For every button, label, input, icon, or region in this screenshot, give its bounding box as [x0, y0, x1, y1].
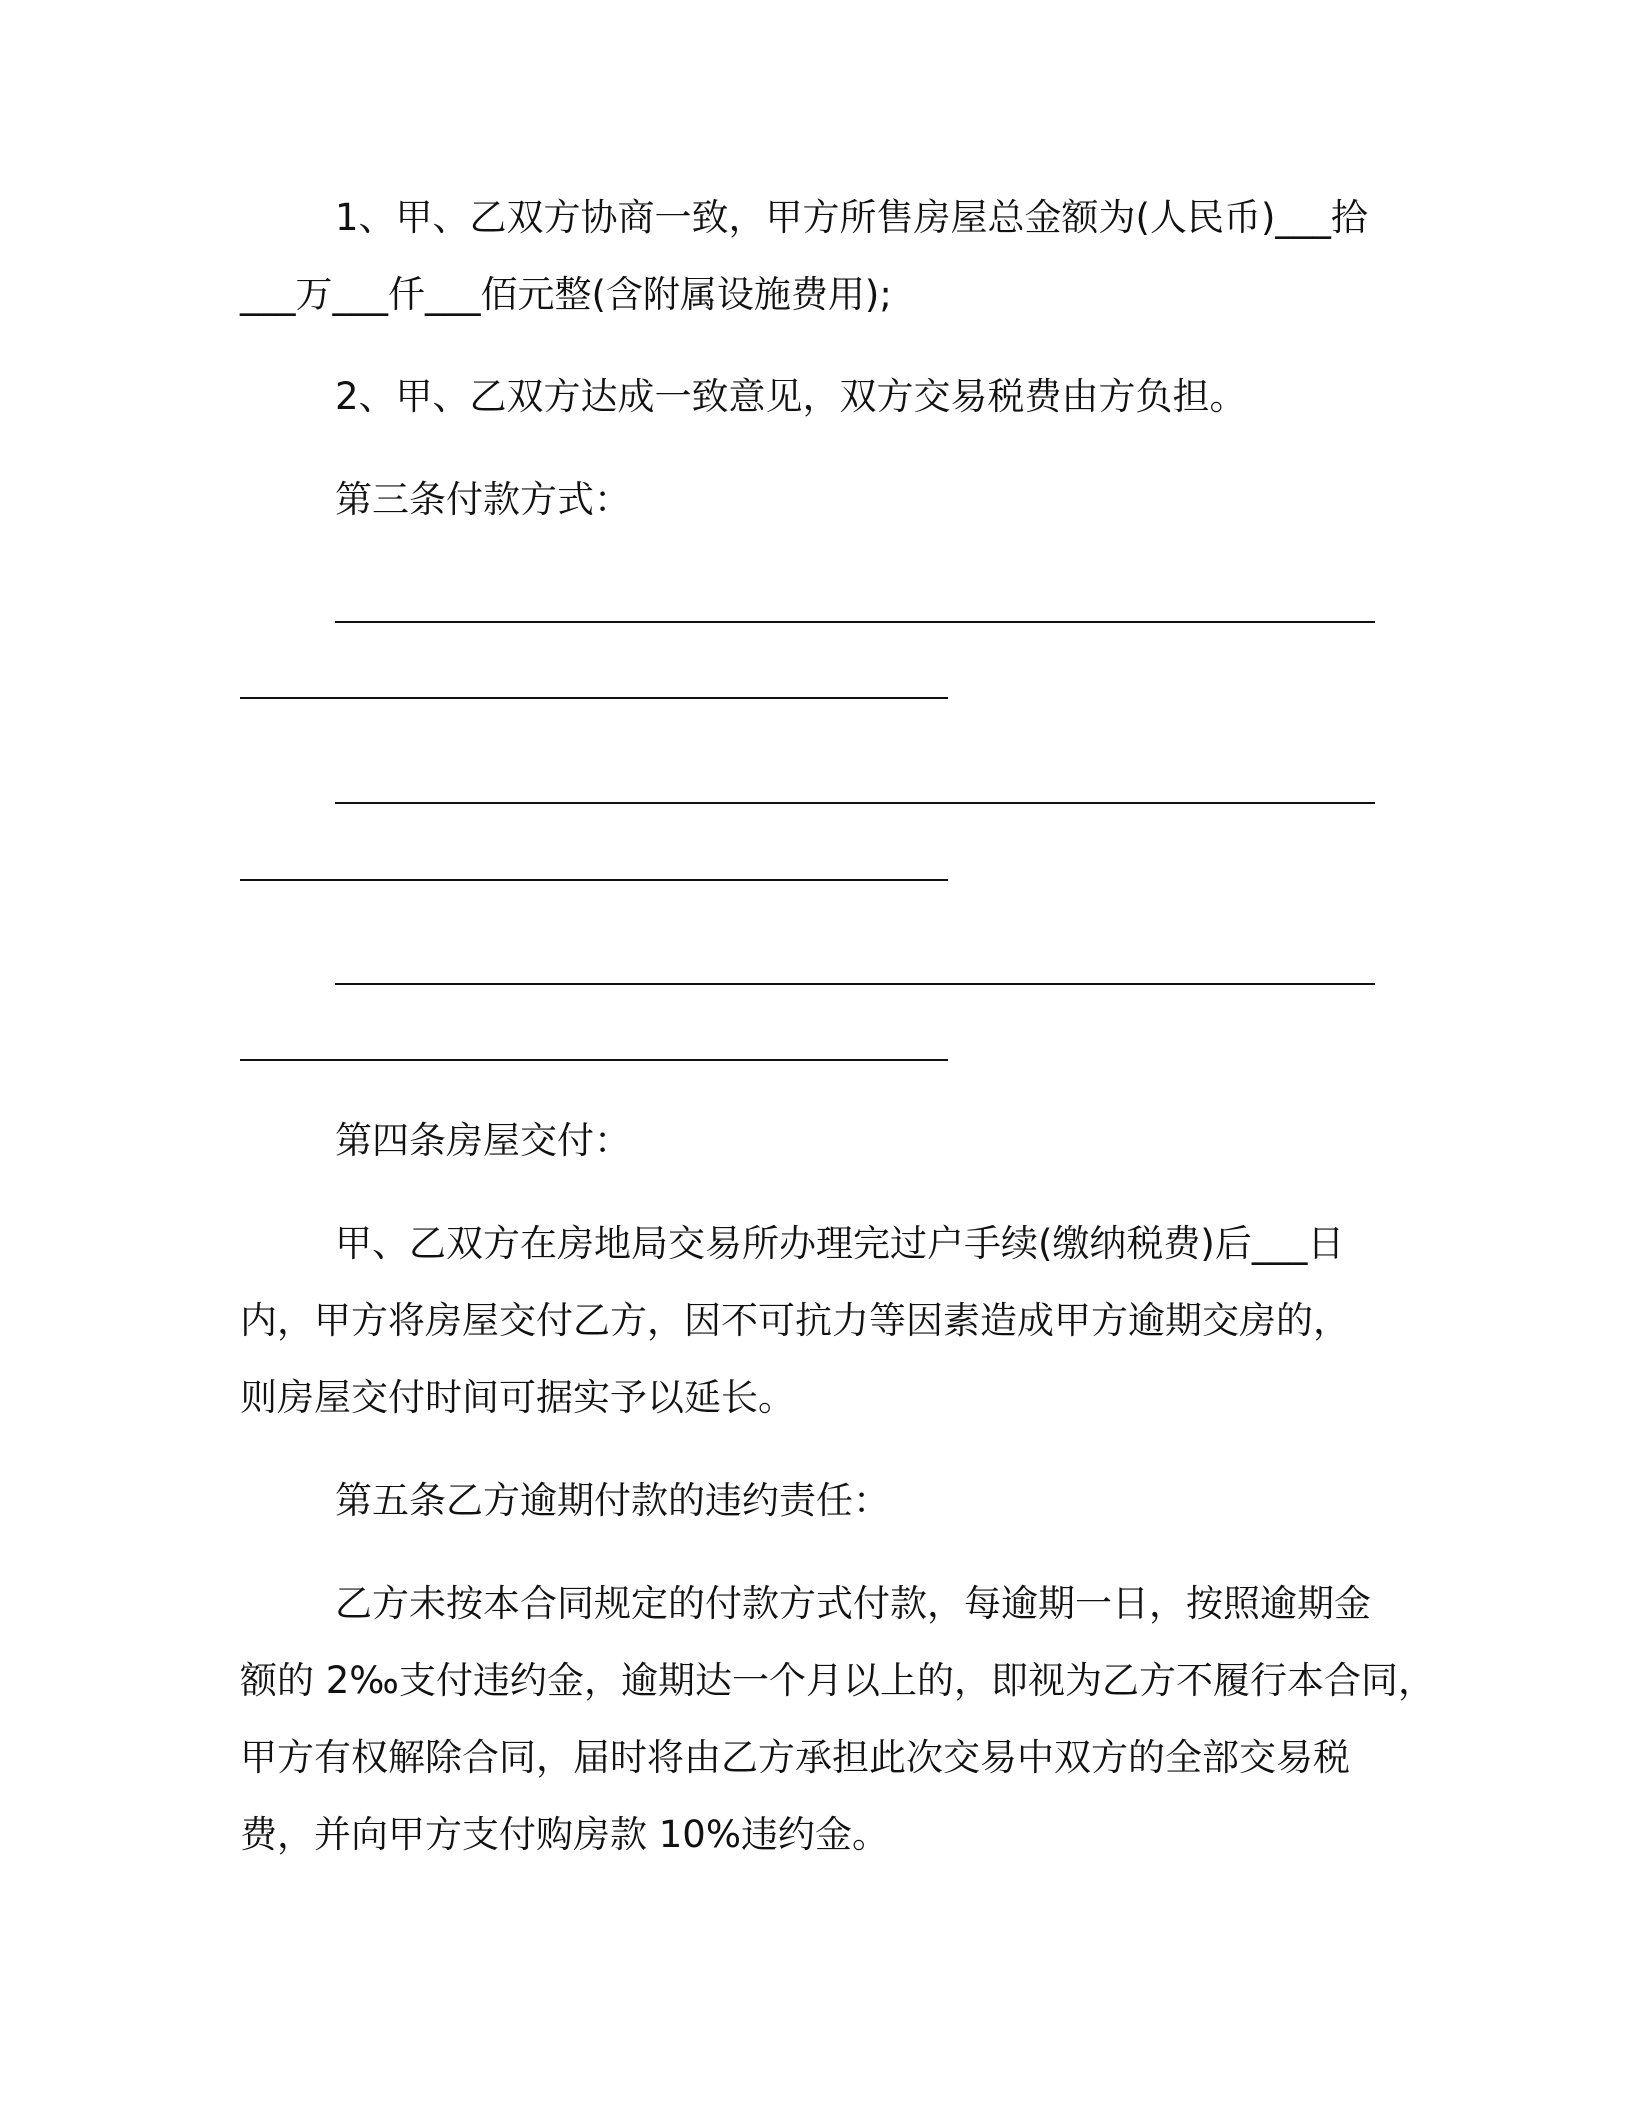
payment-blank-line-3a: [335, 983, 1375, 985]
article-5-line-3: 甲方有权解除合同，届时将由乙方承担此次交易中双方的全部交易税: [240, 1736, 1350, 1779]
article-4-heading: 第四条房屋交付：: [335, 1119, 631, 1162]
clause-tax: 2、甲、乙双方达成一致意见，双方交易税费由方负担。: [335, 375, 1247, 418]
article-5-line-4: 费，并向甲方支付购房款 10%违约金。: [240, 1813, 889, 1856]
payment-blank-line-1a: [335, 621, 1375, 623]
clause-price-line-2: ___万___仟___佰元整(含附属设施费用);: [240, 273, 892, 316]
article-3-heading: 第三条付款方式：: [335, 478, 631, 521]
article-4-line-1: 甲、乙双方在房地局交易所办理完过户手续(缴纳税费)后___日: [335, 1222, 1345, 1265]
article-5-heading: 第五条乙方逾期付款的违约责任：: [335, 1479, 890, 1522]
payment-blank-line-1b: [240, 697, 948, 699]
payment-blank-line-2b: [240, 879, 948, 881]
clause-price-line-1: 1、甲、乙双方协商一致，甲方所售房屋总金额为(人民币)___拾: [335, 196, 1368, 239]
payment-blank-line-3b: [240, 1059, 948, 1061]
article-4-line-2: 内，甲方将房屋交付乙方，因不可抗力等因素造成甲方逾期交房的，: [240, 1299, 1350, 1342]
article-4-line-3: 则房屋交付时间可据实予以延长。: [240, 1376, 795, 1419]
payment-blank-line-2a: [335, 802, 1375, 804]
article-5-line-1: 乙方未按本合同规定的付款方式付款，每逾期一日，按照逾期金: [335, 1582, 1371, 1625]
article-5-line-2: 额的 2‰支付违约金，逾期达一个月以上的，即视为乙方不履行本合同，: [240, 1659, 1435, 1702]
